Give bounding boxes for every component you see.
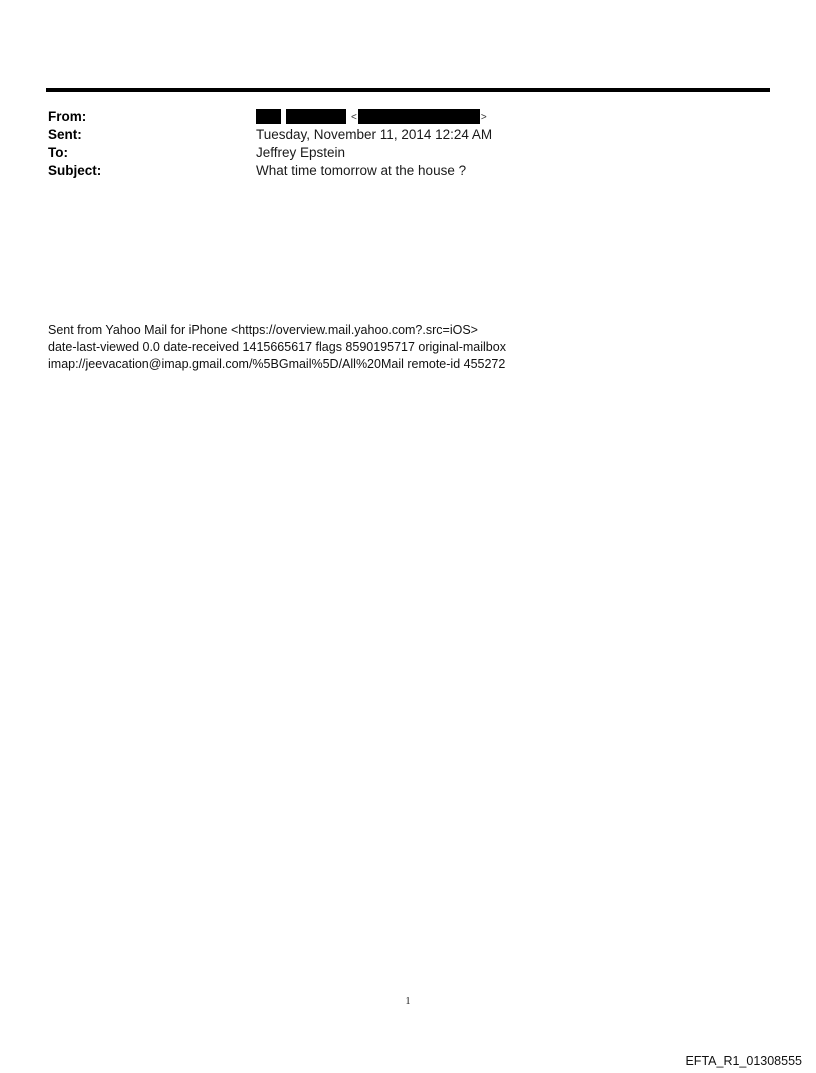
body-line-mailbox: imap://jeevacation@imap.gmail.com/%5BGmail%5D/All%20Mail remote-id 455272 bbox=[48, 357, 506, 371]
page-number: 1 bbox=[405, 996, 411, 1007]
to-label: To: bbox=[48, 145, 68, 160]
from-value bbox=[256, 108, 488, 127]
redacted-first-name bbox=[256, 109, 281, 124]
redacted-email-address bbox=[358, 109, 480, 124]
email-close-bracket: > bbox=[480, 112, 487, 123]
to-value: Jeffrey Epstein bbox=[256, 145, 346, 160]
body-line-signature: Sent from Yahoo Mail for iPhone <https://overview.mail.yahoo.com?.src=iOS> bbox=[48, 323, 478, 337]
document-id: EFTA_R1_01308555 bbox=[685, 1054, 802, 1068]
sent-label: Sent: bbox=[48, 127, 82, 142]
sent-value: Tuesday, November 11, 2014 12:24 AM bbox=[256, 127, 493, 142]
email-body bbox=[48, 322, 506, 373]
subject-label: Subject: bbox=[48, 163, 102, 178]
email-open-bracket: < bbox=[351, 112, 357, 123]
from-label: From: bbox=[48, 109, 87, 124]
redacted-last-name bbox=[286, 109, 346, 124]
subject-value: What time tomorrow at the house ? bbox=[256, 163, 467, 178]
header-divider bbox=[46, 88, 770, 92]
body-line-metadata: date-last-viewed 0.0 date-received 1415665617 flags 8590195717 original-mailbox bbox=[48, 340, 506, 354]
